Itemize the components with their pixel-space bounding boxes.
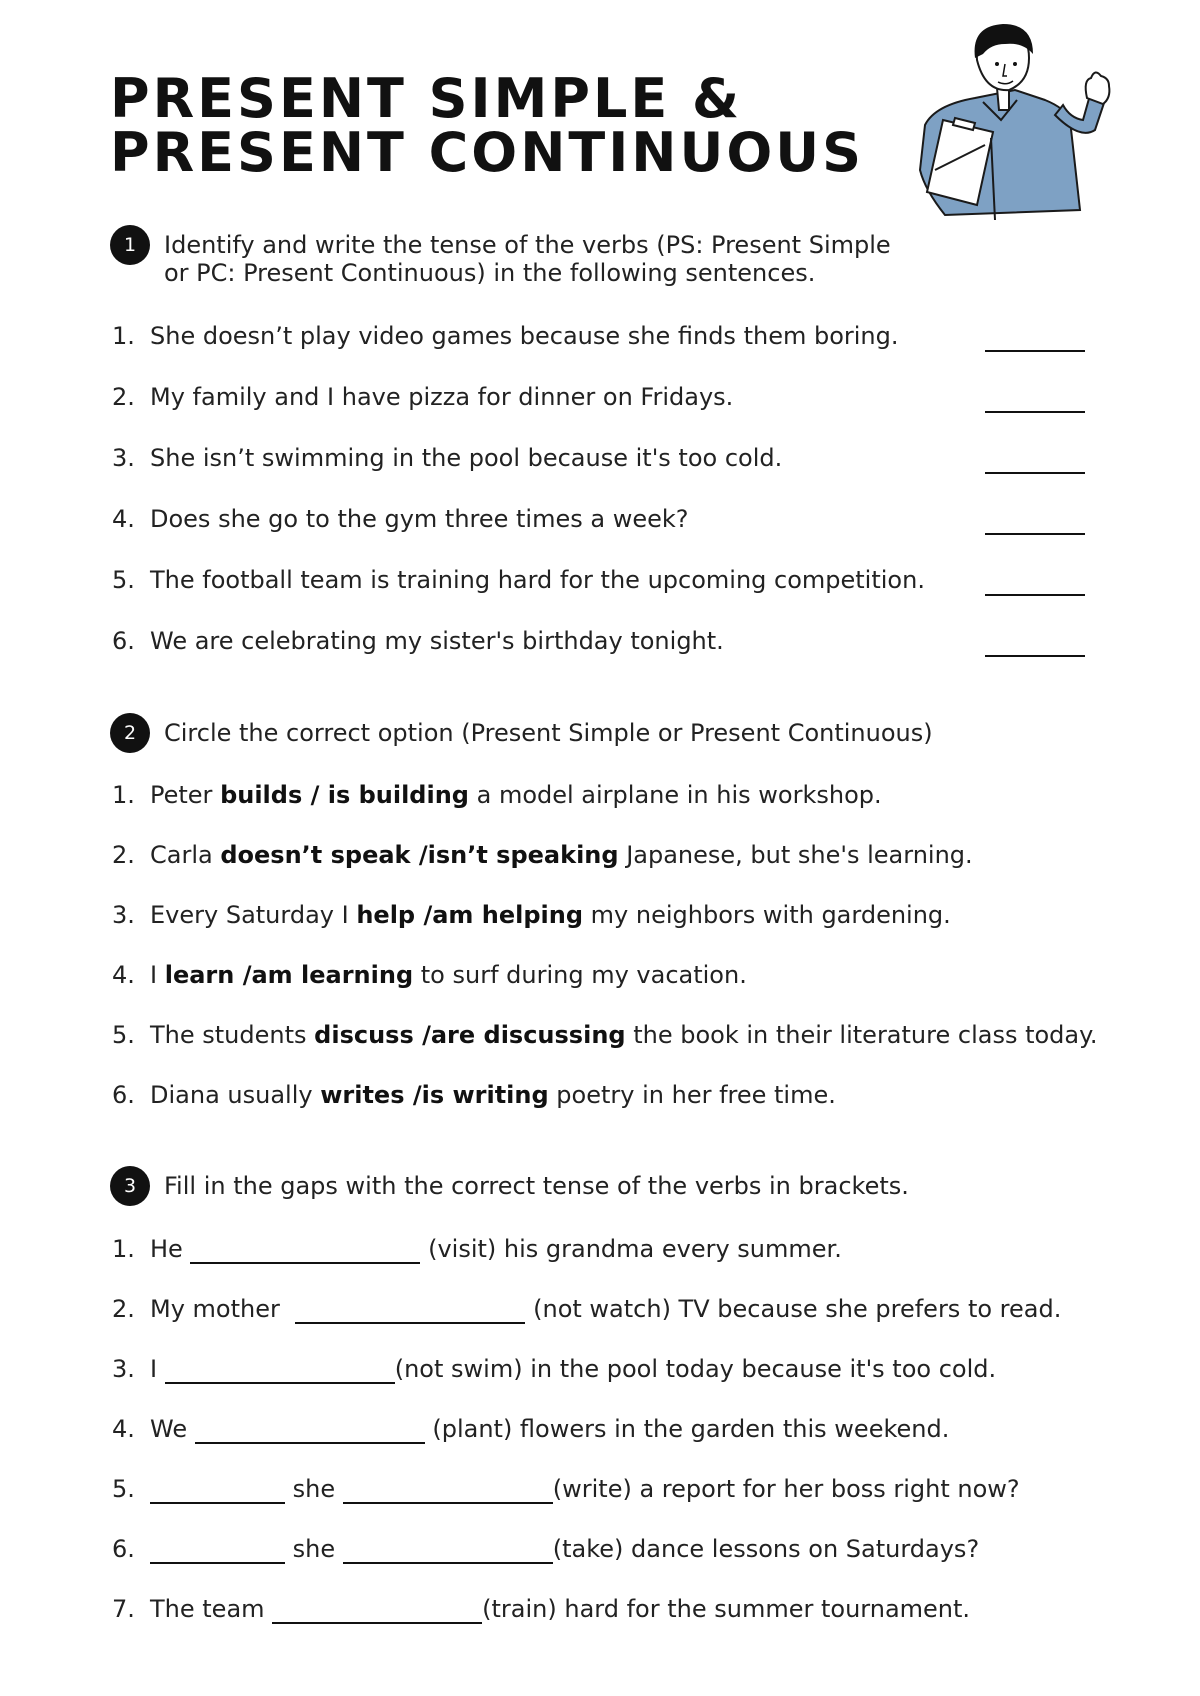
s2-item-5 (112, 1020, 1098, 1050)
s3-item-num: 2. (112, 1295, 135, 1323)
s2-item-num: 5. (112, 1021, 135, 1049)
s3-item-6 (112, 1534, 979, 1564)
s2-item-num: 3. (112, 901, 135, 929)
section-3-header (110, 1166, 909, 1206)
s1-answer-blank-1[interactable] (985, 350, 1085, 352)
s3-item-num: 7. (112, 1595, 135, 1623)
s2-text-before: The students (150, 1021, 315, 1049)
s3-item-5 (112, 1474, 1020, 1504)
s3-text-after: (take) dance lessons on Saturdays? (552, 1535, 980, 1563)
teacher-with-clipboard-icon (905, 20, 1115, 225)
s2-options[interactable]: help /am helping (356, 901, 584, 929)
s2-item-num: 4. (112, 961, 135, 989)
section-1-instruction-line-1: Identify and write the tense of the verbs (PS: Present Simple (164, 231, 891, 259)
s3-text-after: (plant) flowers in the garden this weekend. (424, 1415, 950, 1443)
s3-text-after: (train) hard for the summer tournament. (482, 1595, 971, 1623)
s3-item-4 (112, 1414, 949, 1444)
s1-item-3 (112, 443, 782, 473)
s3-item-3 (112, 1354, 996, 1384)
s1-answer-blank-5[interactable] (985, 594, 1085, 596)
s1-item-text: The football team is training hard for the upcoming competition. (150, 566, 925, 594)
s2-text-before: Carla (150, 841, 221, 869)
s3-item-num: 1. (112, 1235, 135, 1263)
s3-item-num: 6. (112, 1535, 135, 1563)
s3-item-num: 3. (112, 1355, 135, 1383)
s1-item-num: 1. (112, 322, 135, 350)
s3-item-7 (112, 1594, 970, 1624)
s2-item-1 (112, 780, 882, 810)
s1-item-6 (112, 626, 724, 656)
s2-text-before: Every Saturday I (150, 901, 357, 929)
s2-item-3 (112, 900, 951, 930)
s3-gap-input[interactable] (272, 1596, 482, 1624)
s1-item-num: 2. (112, 383, 135, 411)
s2-text-before: I (150, 961, 165, 989)
s2-item-2 (112, 840, 973, 870)
s3-item-1 (112, 1234, 842, 1264)
s2-text-after: my neighbors with gardening. (583, 901, 951, 929)
s3-item-2 (112, 1294, 1061, 1324)
s1-item-1 (112, 321, 899, 351)
s2-text-before: Diana usually (150, 1081, 321, 1109)
s3-text-after: (write) a report for her boss right now? (552, 1475, 1020, 1503)
section-1-header (110, 225, 891, 287)
s2-text-after: to surf during my vacation. (413, 961, 747, 989)
s2-text-after: a model airplane in his workshop. (468, 781, 882, 809)
s3-gap-input[interactable] (190, 1236, 420, 1264)
s2-item-num: 2. (112, 841, 135, 869)
s3-text-middle: she (292, 1475, 336, 1503)
s1-item-5 (112, 565, 925, 595)
s3-text-after: (not swim) in the pool today because it's too cold. (394, 1355, 997, 1383)
s1-item-text: She isn’t swimming in the pool because it's too cold. (150, 444, 783, 472)
s2-item-6 (112, 1080, 836, 1110)
s3-text-before: He (150, 1235, 191, 1263)
s3-gap-input[interactable] (343, 1476, 553, 1504)
s2-item-num: 1. (112, 781, 135, 809)
s2-options[interactable]: learn /am learning (164, 961, 414, 989)
s3-gap-input[interactable] (295, 1296, 525, 1324)
section-1-instruction (164, 231, 891, 287)
section-2-header (110, 713, 933, 753)
s3-gap-input[interactable] (195, 1416, 425, 1444)
s1-item-text: We are celebrating my sister's birthday tonight. (150, 627, 724, 655)
s2-options[interactable]: writes /is writing (320, 1081, 549, 1109)
s1-answer-blank-2[interactable] (985, 411, 1085, 413)
section-3-instruction: Fill in the gaps with the correct tense of the verbs in brackets. (164, 1172, 909, 1200)
s1-item-4 (112, 504, 689, 534)
s2-text-after: poetry in her free time. (548, 1081, 836, 1109)
s1-answer-blank-6[interactable] (985, 655, 1085, 657)
s3-text-middle: she (292, 1535, 336, 1563)
s1-item-text: Does she go to the gym three times a week? (150, 505, 689, 533)
s3-text-before: We (150, 1415, 195, 1443)
s2-text-after: the book in their literature class today. (625, 1021, 1098, 1049)
s3-gap-input[interactable] (343, 1536, 553, 1564)
s3-text-before: My mother (150, 1295, 288, 1323)
title-line-1: PRESENT SIMPLE & (110, 67, 743, 130)
s1-item-text: She doesn’t play video games because she finds them boring. (150, 322, 899, 350)
s1-answer-blank-3[interactable] (985, 472, 1085, 474)
s2-options[interactable]: discuss /are discussing (314, 1021, 626, 1049)
title-line-2: PRESENT CONTINUOUS (110, 121, 864, 184)
s1-item-2 (112, 382, 733, 412)
s3-text-after: (visit) his grandma every summer. (420, 1235, 842, 1263)
section-2-instruction: Circle the correct option (Present Simple or Present Continuous) (164, 719, 933, 747)
section-3-badge: 3 (110, 1166, 150, 1206)
s3-item-num: 5. (112, 1475, 135, 1503)
s1-item-num: 4. (112, 505, 135, 533)
s1-answer-blank-4[interactable] (985, 533, 1085, 535)
page-title (110, 67, 864, 184)
section-2-badge: 2 (110, 713, 150, 753)
s2-options[interactable]: builds / is building (220, 781, 469, 809)
s1-item-num: 6. (112, 627, 135, 655)
s2-text-after: Japanese, but she's learning. (618, 841, 973, 869)
s1-item-num: 5. (112, 566, 135, 594)
s2-item-4 (112, 960, 747, 990)
section-1-badge: 1 (110, 225, 150, 265)
s1-item-text: My family and I have pizza for dinner on Fridays. (150, 383, 734, 411)
s3-text-after: (not watch) TV because she prefers to read. (525, 1295, 1062, 1323)
section-1-instruction-line-2: or PC: Present Continuous) in the following sentences. (164, 259, 816, 287)
s3-gap-input-aux[interactable] (150, 1476, 285, 1504)
s3-item-num: 4. (112, 1415, 135, 1443)
s3-gap-input-aux[interactable] (150, 1536, 285, 1564)
s1-item-num: 3. (112, 444, 135, 472)
s3-gap-input[interactable] (165, 1356, 395, 1384)
s2-item-num: 6. (112, 1081, 135, 1109)
s3-text-before: I (150, 1355, 165, 1383)
s2-text-before: Peter (150, 781, 221, 809)
s2-options[interactable]: doesn’t speak /isn’t speaking (220, 841, 619, 869)
s3-text-before: The team (150, 1595, 273, 1623)
